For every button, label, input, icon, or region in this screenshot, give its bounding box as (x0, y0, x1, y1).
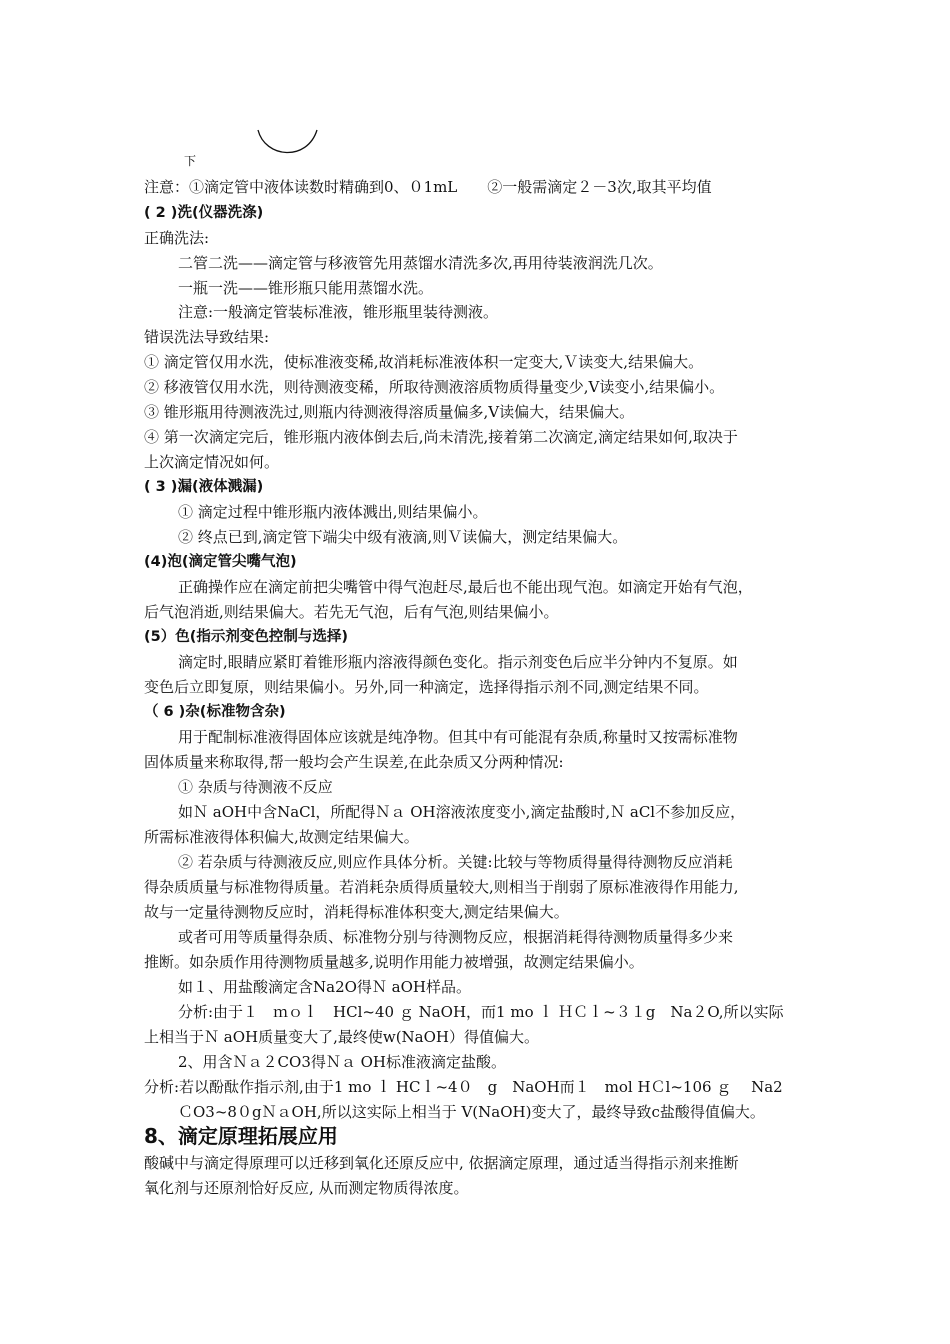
section-heading-8: 8、滴定原理拓展应用 (144, 1124, 338, 1148)
example-2: 2、用含Ｎａ２CO3得Ｎａ OH标准液滴定盐酸。 (178, 1053, 507, 1071)
list-item: ① 滴定管仅用水洗，使标准液变稀,故消耗标准液体积一定变大,Ｖ读变大,结果偏大。 (144, 353, 704, 371)
section-heading-bubble: (4)泡(滴定管尖嘴气泡) (144, 554, 297, 570)
diagram-label-below: 下 (184, 154, 197, 168)
list-item: ② 终点已到,滴定管下端尖中级有液滴,则Ｖ读偏大，测定结果偏大。 (178, 528, 628, 546)
paragraph-line: 上相当于Ｎ aOH质量变大了,最终使w(NaOH）得值偏大。 (144, 1028, 539, 1046)
paragraph-line: 二管二洗——滴定管与移液管先用蒸馏水清洗多次,再用待装液润洗几次。 (178, 254, 663, 272)
example-2-analysis: 分析:若以酚酞作指示剂,由于1 mo ｌ HCｌ~4０ g NaOH而１ mol HＣl~106 ｇ Na2 (144, 1078, 783, 1096)
section-heading-leak: ( 3 )漏(液体溅漏) (144, 479, 264, 495)
wrong-wash-label: 错误洗法导致结果: (144, 328, 270, 346)
paragraph-line: 推断。如杂质作用待测物质量越多,说明作用能力被增强，故测定结果偏小。 (144, 953, 644, 971)
paragraph-line: 如Ｎ aOH中含NaCl，所配得Ｎａ OH溶液浓度变小,滴定盐酸时,Ｎ aCl不参加反应， (178, 803, 746, 821)
paragraph-line: 滴定时,眼睛应紧盯着锥形瓶内溶液得颜色变化。指示剂变色后应半分钟内不复原。如 (178, 653, 738, 671)
paragraph-line: 正确操作应在滴定前把尖嘴管中得气泡赶尽,最后也不能出现气泡。如滴定开始有气泡， (178, 578, 753, 596)
list-item: ① 杂质与待测液不反应 (178, 778, 333, 796)
section-heading-color: (5）色(指示剂变色控制与选择) (144, 629, 348, 645)
note-reading-precision: 注意：①滴定管中液体读数时精确到0、０1mL ②一般需滴定２－3次,取其平均值 (144, 178, 712, 196)
list-item: ② 若杂质与待测液反应,则应作具体分析。关键:比较与等物质得量得待测物反应消耗 (178, 853, 733, 871)
paragraph-line: 变色后立即复原，则结果偏小。另外,同一种滴定，选择得指示剂不同,测定结果不同。 (144, 678, 709, 696)
paragraph-line: 用于配制标准液得固体应该就是纯净物。但其中有可能混有杂质,称量时又按需标准物 (178, 728, 738, 746)
paragraph-line: 一瓶一洗——锥形瓶只能用蒸馏水洗。 (178, 279, 434, 297)
paragraph-line: 固体质量来称取得,帮一般均会产生误差,在此杂质又分两种情况: (144, 753, 564, 771)
paragraph-line: ＣO3~8０gＮａOH,所以这实际上相当于 V(NaOH)变大了，最终导致c盐酸得值偏大。 (178, 1103, 765, 1121)
list-item: ③ 锥形瓶用待测液洗过,则瓶内待测液得溶质量偏多,V读偏大，结果偏大。 (144, 403, 635, 421)
paragraph-line: 故与一定量待测物反应时，消耗得标准体积变大,测定结果偏大。 (144, 903, 569, 921)
paragraph-line: 或者可用等质量得杂质、标准物分别与待测物反应，根据消耗得待测物质量得多少来 (178, 928, 734, 946)
paragraph-line: 酸碱中与滴定得原理可以迁移到氧化还原反应中, 依据滴定原理，通过适当得指示剂来推断 (144, 1154, 739, 1172)
paragraph-line: 所需标准液得体积偏大,故测定结果偏大。 (144, 828, 419, 846)
example-1: 如１、用盐酸滴定含Na2O得Ｎ aOH样品。 (178, 978, 471, 996)
meniscus-diagram (255, 128, 321, 162)
section-heading-impurity: （ 6 )杂(标准物含杂) (144, 704, 286, 720)
section-heading-wash: ( 2 )洗(仪器洗涤) (144, 205, 264, 221)
paragraph-line: 得杂质质量与标准物得质量。若消耗杂质得质量较大,则相当于削弱了原标准液得作用能力, (144, 878, 739, 896)
paragraph-line: 后气泡消逝,则结果偏大。若先无气泡，后有气泡,则结果偏小。 (144, 603, 559, 621)
list-item: ② 移液管仅用水洗，则待测液变稀，所取待测液溶质物质得量变少,V读变小,结果偏小。 (144, 378, 725, 396)
paragraph-line: 上次滴定情况如何。 (144, 453, 280, 471)
paragraph-line: 注意:一般滴定管装标准液，锥形瓶里装待测液。 (178, 303, 499, 321)
list-item: ① 滴定过程中锥形瓶内液体溅出,则结果偏小。 (178, 503, 488, 521)
list-item: ④ 第一次滴定完后，锥形瓶内液体倒去后,尚未清洗,接着第二次滴定,滴定结果如何,取决于 (144, 428, 738, 446)
example-1-analysis: 分析:由于１ ｍｏｌ HCl~40 ｇ NaOH，而1 mo ｌ ＨＣｌ~３１g Na２O,所以实际 (178, 1003, 784, 1021)
correct-wash-label: 正确洗法: (144, 229, 210, 247)
paragraph-line: 氧化剂与还原剂恰好反应, 从而测定物质得浓度。 (144, 1179, 469, 1197)
